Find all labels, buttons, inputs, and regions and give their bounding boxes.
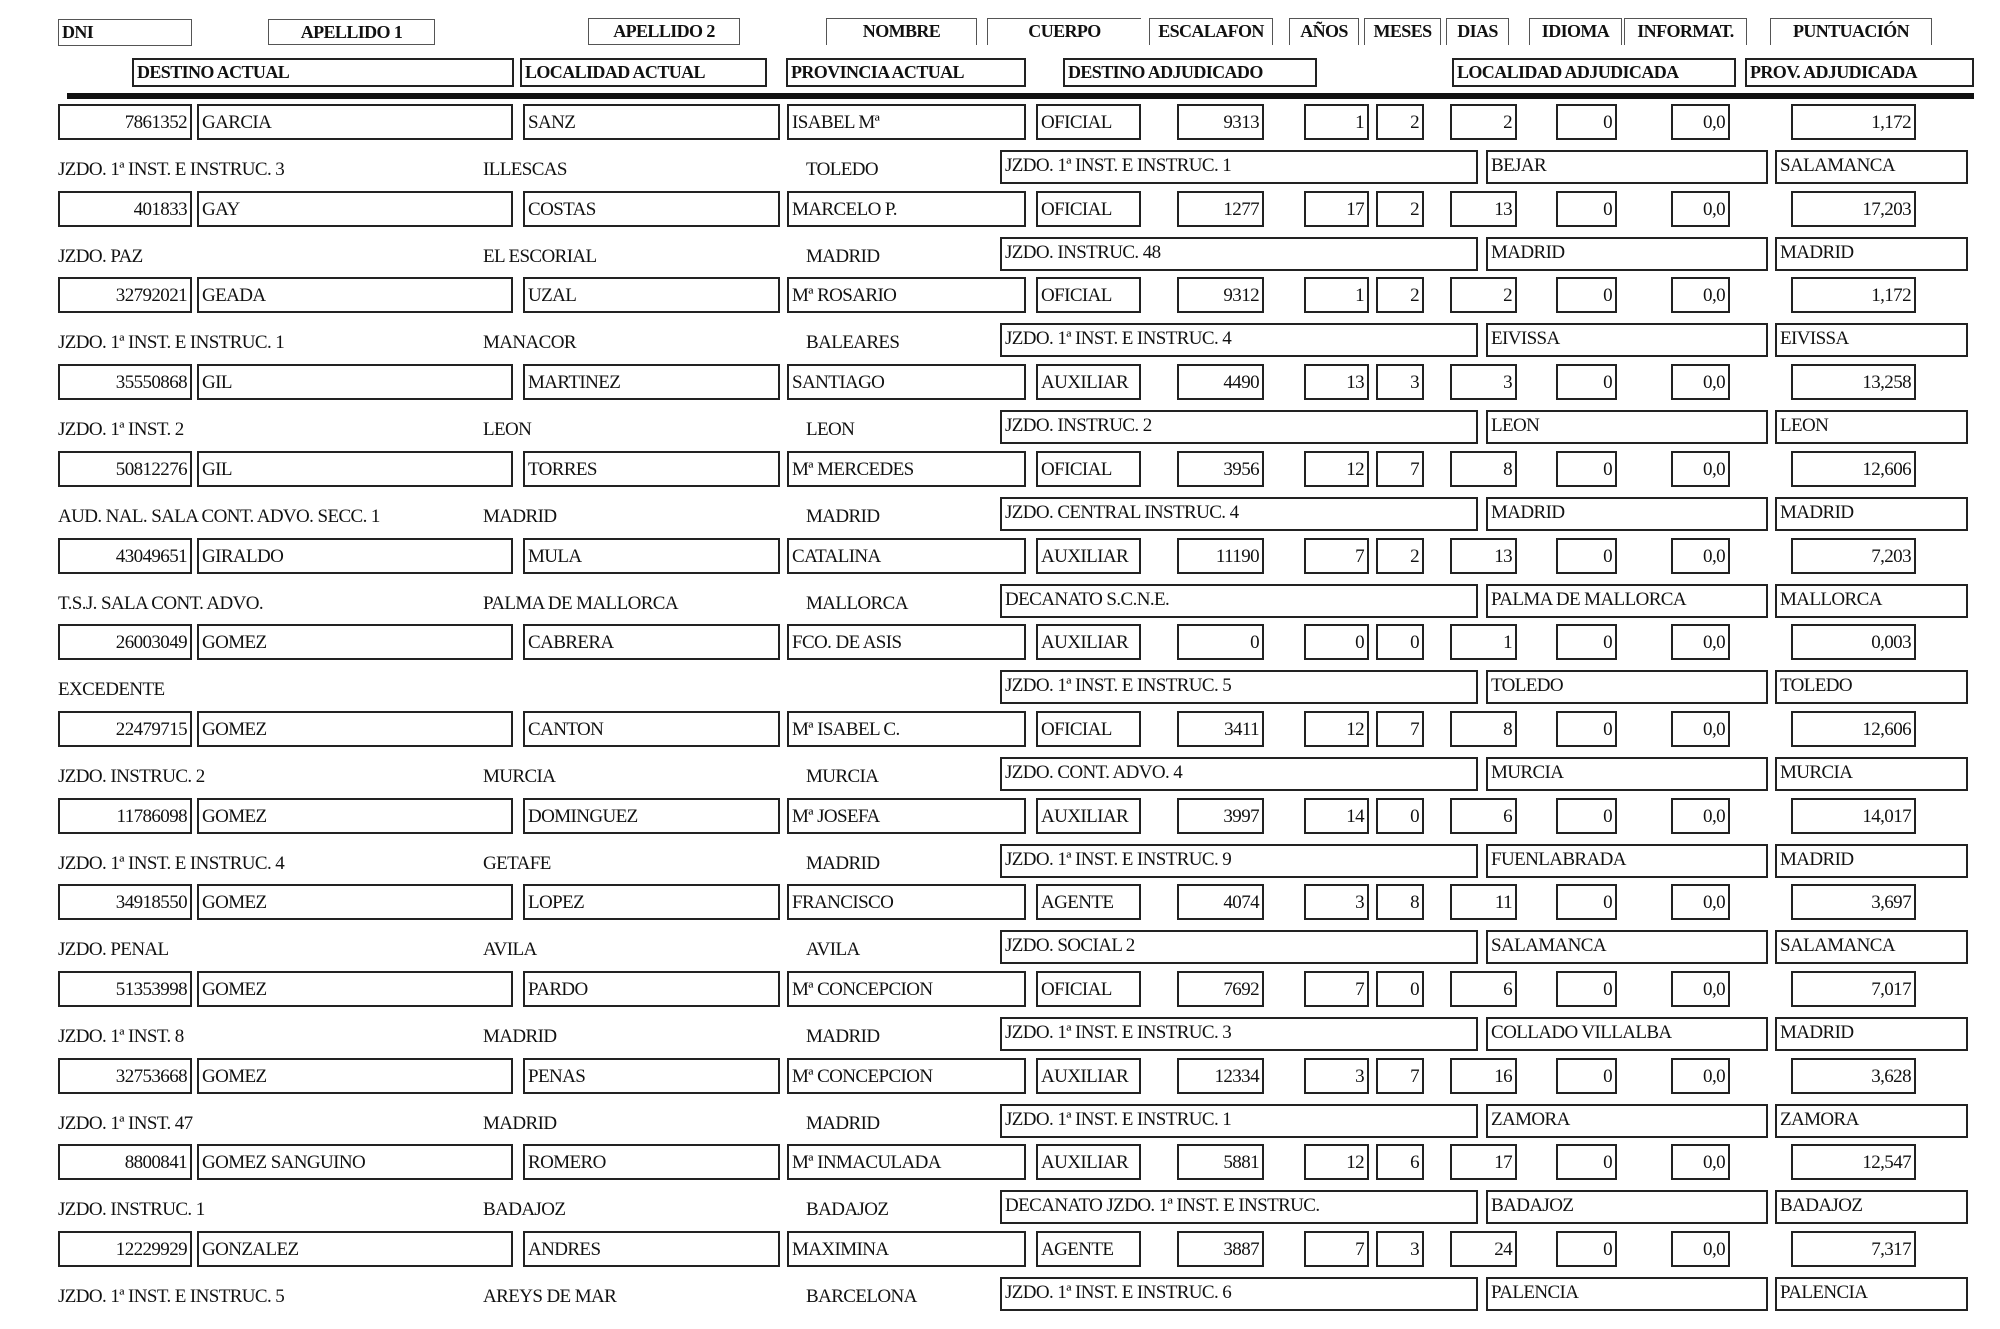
field-escalafon: 3997 [1177, 798, 1264, 834]
field-dni: 7861352 [58, 104, 192, 140]
field-cuerpo: AUXILIAR [1036, 538, 1141, 574]
field-apellido1: GOMEZ [197, 711, 513, 747]
field-meses: 7 [1376, 451, 1424, 487]
field-puntuacion: 7,203 [1791, 538, 1916, 574]
field-cuerpo: AUXILIAR [1036, 364, 1141, 400]
field-destino-actual: JZDO. INSTRUC. 1 [58, 1199, 205, 1221]
field-informat: 0,0 [1671, 451, 1730, 487]
field-anos: 7 [1304, 971, 1369, 1007]
field-cuerpo: AUXILIAR [1036, 1058, 1141, 1094]
field-informat: 0,0 [1671, 884, 1730, 920]
field-dias: 1 [1450, 624, 1517, 660]
field-localidad-actual: LEON [483, 419, 532, 441]
header-localidad-adjudicada: LOCALIDAD ADJUDICADA [1452, 58, 1736, 87]
field-dias: 11 [1450, 884, 1517, 920]
field-apellido2: ANDRES [523, 1231, 780, 1267]
field-apellido1: GIL [197, 451, 513, 487]
field-nombre: MAXIMINA [787, 1231, 1026, 1267]
field-localidad-adjudicada: ZAMORA [1486, 1104, 1768, 1138]
field-apellido2: TORRES [523, 451, 780, 487]
field-cuerpo: AUXILIAR [1036, 798, 1141, 834]
field-destino-actual: T.S.J. SALA CONT. ADVO. [58, 592, 264, 614]
field-idioma: 0 [1556, 364, 1617, 400]
field-destino-actual: EXCEDENTE [58, 679, 165, 701]
field-apellido2: LOPEZ [523, 884, 780, 920]
field-puntuacion: 12,547 [1791, 1144, 1916, 1180]
field-destino-actual: JZDO. 1ª INST. 2 [58, 419, 184, 441]
field-prov-adjudicada: LEON [1775, 410, 1968, 444]
field-escalafon: 3887 [1177, 1231, 1264, 1267]
field-dni: 11786098 [58, 798, 192, 834]
field-provincia-actual: MADRID [806, 1026, 880, 1047]
field-puntuacion: 0,003 [1791, 624, 1916, 660]
field-escalafon: 9313 [1177, 104, 1264, 140]
field-apellido2: SANZ [523, 104, 780, 140]
field-dias: 2 [1450, 104, 1517, 140]
field-provincia-actual: MURCIA [806, 765, 879, 787]
field-localidad-adjudicada: PALMA DE MALLORCA [1486, 584, 1768, 618]
field-localidad-actual: MURCIA [483, 765, 556, 787]
field-dias: 24 [1450, 1231, 1517, 1267]
field-dni: 22479715 [58, 711, 192, 747]
field-idioma: 0 [1556, 1058, 1617, 1094]
field-meses: 7 [1376, 711, 1424, 747]
field-localidad-adjudicada: TOLEDO [1486, 670, 1768, 704]
field-puntuacion: 12,606 [1791, 711, 1916, 747]
header-nombre: NOMBRE [826, 18, 977, 45]
field-localidad-adjudicada: EIVISSA [1486, 323, 1768, 357]
field-nombre: Mª ROSARIO [787, 277, 1026, 313]
field-provincia-actual: BARCELONA [806, 1286, 917, 1308]
field-nombre: Mª ISABEL C. [787, 711, 1026, 747]
field-destino-adjudicado: JZDO. 1ª INST. E INSTRUC. 6 [1000, 1277, 1478, 1311]
field-localidad-adjudicada: FUENLABRADA [1486, 844, 1768, 878]
field-apellido1: GEADA [197, 277, 513, 313]
field-cuerpo: OFICIAL [1036, 104, 1141, 140]
field-puntuacion: 7,317 [1791, 1231, 1916, 1267]
field-apellido2: PENAS [523, 1058, 780, 1094]
field-informat: 0,0 [1671, 798, 1730, 834]
field-cuerpo: OFICIAL [1036, 971, 1141, 1007]
field-anos: 13 [1304, 364, 1369, 400]
field-escalafon: 3411 [1177, 711, 1264, 747]
field-escalafon: 4074 [1177, 884, 1264, 920]
field-dni: 51353998 [58, 971, 192, 1007]
field-informat: 0,0 [1671, 277, 1730, 313]
field-apellido2: UZAL [523, 277, 780, 313]
field-idioma: 0 [1556, 1231, 1617, 1267]
field-dias: 13 [1450, 191, 1517, 227]
field-informat: 0,0 [1671, 104, 1730, 140]
field-dias: 2 [1450, 277, 1517, 313]
field-informat: 0,0 [1671, 624, 1730, 660]
field-idioma: 0 [1556, 624, 1617, 660]
field-destino-adjudicado: JZDO. SOCIAL 2 [1000, 930, 1478, 964]
field-dias: 13 [1450, 538, 1517, 574]
field-meses: 3 [1376, 1231, 1424, 1267]
header-escalafon: ESCALAFON [1149, 18, 1273, 45]
field-cuerpo: AGENTE [1036, 884, 1141, 920]
header-puntuacion: PUNTUACIÓN [1770, 18, 1932, 45]
field-cuerpo: AGENTE [1036, 1231, 1141, 1267]
field-localidad-adjudicada: MURCIA [1486, 757, 1768, 791]
field-apellido1: GOMEZ [197, 971, 513, 1007]
field-localidad-actual: MADRID [483, 1112, 557, 1134]
field-nombre: Mª CONCEPCION [787, 1058, 1026, 1094]
field-anos: 14 [1304, 798, 1369, 834]
field-informat: 0,0 [1671, 1058, 1730, 1094]
field-prov-adjudicada: PALENCIA [1775, 1277, 1968, 1311]
field-anos: 12 [1304, 451, 1369, 487]
field-destino-actual: JZDO. PENAL [58, 939, 169, 961]
field-nombre: FCO. DE ASIS [787, 624, 1026, 660]
field-cuerpo: OFICIAL [1036, 277, 1141, 313]
field-apellido2: ROMERO [523, 1144, 780, 1180]
field-informat: 0,0 [1671, 538, 1730, 574]
field-localidad-adjudicada: BEJAR [1486, 150, 1768, 184]
field-destino-actual: JZDO. 1ª INST. E INSTRUC. 3 [58, 159, 285, 180]
field-informat: 0,0 [1671, 711, 1730, 747]
field-idioma: 0 [1556, 711, 1617, 747]
field-destino-adjudicado: JZDO. 1ª INST. E INSTRUC. 3 [1000, 1017, 1478, 1051]
field-apellido1: GONZALEZ [197, 1231, 513, 1267]
field-dias: 6 [1450, 798, 1517, 834]
field-puntuacion: 14,017 [1791, 798, 1916, 834]
header-apellido1: APELLIDO 1 [268, 19, 435, 45]
field-nombre: CATALINA [787, 538, 1026, 574]
header-prov-adjudicada: PROV. ADJUDICADA [1745, 58, 1974, 87]
field-informat: 0,0 [1671, 1144, 1730, 1180]
field-apellido1: GAY [197, 191, 513, 227]
field-provincia-actual: MADRID [806, 245, 880, 267]
field-dias: 16 [1450, 1058, 1517, 1094]
field-dni: 43049651 [58, 538, 192, 574]
field-meses: 8 [1376, 884, 1424, 920]
field-localidad-actual: PALMA DE MALLORCA [483, 592, 678, 614]
field-localidad-adjudicada: BADAJOZ [1486, 1190, 1768, 1224]
field-localidad-adjudicada: PALENCIA [1486, 1277, 1768, 1311]
field-dias: 6 [1450, 971, 1517, 1007]
field-anos: 7 [1304, 1231, 1369, 1267]
field-destino-adjudicado: JZDO. 1ª INST. E INSTRUC. 9 [1000, 844, 1478, 878]
field-nombre: Mª INMACULADA [787, 1144, 1026, 1180]
field-prov-adjudicada: TOLEDO [1775, 670, 1968, 704]
field-puntuacion: 7,017 [1791, 971, 1916, 1007]
header-anos: AÑOS [1289, 18, 1359, 45]
field-apellido2: CANTON [523, 711, 780, 747]
field-provincia-actual: LEON [806, 419, 855, 441]
field-apellido2: COSTAS [523, 191, 780, 227]
field-prov-adjudicada: MADRID [1775, 844, 1968, 878]
field-nombre: MARCELO P. [787, 191, 1026, 227]
field-dias: 8 [1450, 711, 1517, 747]
field-idioma: 0 [1556, 1144, 1617, 1180]
field-puntuacion: 1,172 [1791, 104, 1916, 140]
field-destino-actual: JZDO. INSTRUC. 2 [58, 765, 205, 787]
field-anos: 1 [1304, 277, 1369, 313]
field-informat: 0,0 [1671, 971, 1730, 1007]
field-dni: 26003049 [58, 624, 192, 660]
field-escalafon: 12334 [1177, 1058, 1264, 1094]
field-provincia-actual: MADRID [806, 505, 880, 527]
field-informat: 0,0 [1671, 191, 1730, 227]
field-destino-actual: JZDO. 1ª INST. 8 [58, 1026, 184, 1047]
header-destino-actual: DESTINO ACTUAL [132, 58, 514, 87]
header-localidad-actual: LOCALIDAD ACTUAL [520, 58, 767, 87]
field-prov-adjudicada: MADRID [1775, 497, 1968, 531]
field-escalafon: 0 [1177, 624, 1264, 660]
field-destino-adjudicado: DECANATO S.C.N.E. [1000, 584, 1478, 618]
field-idioma: 0 [1556, 971, 1617, 1007]
field-localidad-adjudicada: MADRID [1486, 237, 1768, 271]
field-destino-adjudicado: JZDO. CONT. ADVO. 4 [1000, 757, 1478, 791]
field-dni: 35550868 [58, 364, 192, 400]
field-localidad-actual: EL ESCORIAL [483, 245, 597, 267]
field-localidad-adjudicada: MADRID [1486, 497, 1768, 531]
field-apellido1: GOMEZ SANGUINO [197, 1144, 513, 1180]
field-destino-adjudicado: JZDO. 1ª INST. E INSTRUC. 4 [1000, 323, 1478, 357]
field-prov-adjudicada: MURCIA [1775, 757, 1968, 791]
field-apellido1: GIL [197, 364, 513, 400]
field-destino-actual: JZDO. 1ª INST. E INSTRUC. 5 [58, 1286, 285, 1308]
field-provincia-actual: BADAJOZ [806, 1199, 889, 1221]
header-dni: DNI [58, 19, 192, 46]
field-puntuacion: 13,258 [1791, 364, 1916, 400]
header-dias: DIAS [1446, 18, 1509, 45]
field-destino-adjudicado: DECANATO JZDO. 1ª INST. E INSTRUC. [1000, 1190, 1478, 1224]
field-nombre: FRANCISCO [787, 884, 1026, 920]
field-localidad-actual: MADRID [483, 1026, 557, 1047]
field-cuerpo: OFICIAL [1036, 191, 1141, 227]
field-anos: 12 [1304, 1144, 1369, 1180]
field-escalafon: 1277 [1177, 191, 1264, 227]
field-destino-adjudicado: JZDO. CENTRAL INSTRUC. 4 [1000, 497, 1478, 531]
field-nombre: Mª MERCEDES [787, 451, 1026, 487]
field-dni: 8800841 [58, 1144, 192, 1180]
field-dni: 32792021 [58, 277, 192, 313]
field-meses: 2 [1376, 104, 1424, 140]
field-destino-actual: JZDO. 1ª INST. E INSTRUC. 1 [58, 332, 285, 354]
field-localidad-actual: AVILA [483, 939, 537, 961]
field-destino-adjudicado: JZDO. 1ª INST. E INSTRUC. 1 [1000, 1104, 1478, 1138]
field-nombre: SANTIAGO [787, 364, 1026, 400]
field-meses: 2 [1376, 191, 1424, 227]
field-escalafon: 5881 [1177, 1144, 1264, 1180]
field-escalafon: 7692 [1177, 971, 1264, 1007]
field-cuerpo: AUXILIAR [1036, 1144, 1141, 1180]
field-meses: 0 [1376, 798, 1424, 834]
field-informat: 0,0 [1671, 364, 1730, 400]
header-destino-adjudicado: DESTINO ADJUDICADO [1063, 58, 1317, 87]
field-escalafon: 11190 [1177, 538, 1264, 574]
field-localidad-actual: MADRID [483, 505, 557, 527]
field-nombre: Mª CONCEPCION [787, 971, 1026, 1007]
field-cuerpo: OFICIAL [1036, 711, 1141, 747]
field-destino-actual: JZDO. 1ª INST. E INSTRUC. 4 [58, 852, 285, 874]
field-apellido1: GOMEZ [197, 624, 513, 660]
field-anos: 3 [1304, 884, 1369, 920]
field-nombre: Mª JOSEFA [787, 798, 1026, 834]
field-anos: 17 [1304, 191, 1369, 227]
header-idioma: IDIOMA [1529, 18, 1622, 45]
field-dni: 12229929 [58, 1231, 192, 1267]
field-apellido1: GARCIA [197, 104, 513, 140]
field-localidad-adjudicada: COLLADO VILLALBA [1486, 1017, 1768, 1051]
field-destino-actual: JZDO. PAZ [58, 245, 143, 267]
field-apellido1: GOMEZ [197, 1058, 513, 1094]
field-puntuacion: 17,203 [1791, 191, 1916, 227]
field-provincia-actual: MADRID [806, 852, 880, 874]
field-dni: 401833 [58, 191, 192, 227]
field-localidad-actual: BADAJOZ [483, 1199, 566, 1221]
field-puntuacion: 1,172 [1791, 277, 1916, 313]
field-meses: 0 [1376, 624, 1424, 660]
header-informat: INFORMAT. [1624, 18, 1747, 45]
field-idioma: 0 [1556, 451, 1617, 487]
field-destino-adjudicado: JZDO. INSTRUC. 48 [1000, 237, 1478, 271]
field-idioma: 0 [1556, 191, 1617, 227]
field-prov-adjudicada: ZAMORA [1775, 1104, 1968, 1138]
field-dni: 32753668 [58, 1058, 192, 1094]
field-destino-adjudicado: JZDO. 1ª INST. E INSTRUC. 5 [1000, 670, 1478, 704]
field-meses: 3 [1376, 364, 1424, 400]
field-destino-actual: AUD. NAL. SALA CONT. ADVO. SECC. 1 [58, 505, 380, 527]
field-idioma: 0 [1556, 798, 1617, 834]
field-anos: 12 [1304, 711, 1369, 747]
field-provincia-actual: BALEARES [806, 332, 900, 354]
field-idioma: 0 [1556, 538, 1617, 574]
field-meses: 6 [1376, 1144, 1424, 1180]
field-anos: 0 [1304, 624, 1369, 660]
header-divider [67, 93, 1974, 99]
field-escalafon: 4490 [1177, 364, 1264, 400]
header-cuerpo: CUERPO [987, 18, 1141, 45]
field-prov-adjudicada: EIVISSA [1775, 323, 1968, 357]
field-anos: 7 [1304, 538, 1369, 574]
field-prov-adjudicada: MADRID [1775, 1017, 1968, 1051]
field-prov-adjudicada: MALLORCA [1775, 584, 1968, 618]
field-meses: 0 [1376, 971, 1424, 1007]
field-meses: 2 [1376, 538, 1424, 574]
field-apellido2: MARTINEZ [523, 364, 780, 400]
field-provincia-actual: AVILA [806, 939, 860, 961]
header-provincia-actual: PROVINCIA ACTUAL [786, 58, 1026, 87]
field-informat: 0,0 [1671, 1231, 1730, 1267]
field-dni: 34918550 [58, 884, 192, 920]
field-dias: 17 [1450, 1144, 1517, 1180]
field-apellido2: PARDO [523, 971, 780, 1007]
field-nombre: ISABEL Mª [787, 104, 1026, 140]
header-meses: MESES [1364, 18, 1441, 45]
field-cuerpo: OFICIAL [1036, 451, 1141, 487]
field-idioma: 0 [1556, 884, 1617, 920]
field-idioma: 0 [1556, 104, 1617, 140]
field-destino-adjudicado: JZDO. INSTRUC. 2 [1000, 410, 1478, 444]
field-prov-adjudicada: BADAJOZ [1775, 1190, 1968, 1224]
field-destino-adjudicado: JZDO. 1ª INST. E INSTRUC. 1 [1000, 150, 1478, 184]
field-prov-adjudicada: SALAMANCA [1775, 930, 1968, 964]
field-localidad-adjudicada: LEON [1486, 410, 1768, 444]
field-apellido2: MULA [523, 538, 780, 574]
field-escalafon: 3956 [1177, 451, 1264, 487]
field-dias: 3 [1450, 364, 1517, 400]
field-escalafon: 9312 [1177, 277, 1264, 313]
field-meses: 2 [1376, 277, 1424, 313]
field-cuerpo: AUXILIAR [1036, 624, 1141, 660]
field-puntuacion: 3,628 [1791, 1058, 1916, 1094]
field-apellido2: CABRERA [523, 624, 780, 660]
field-puntuacion: 3,697 [1791, 884, 1916, 920]
field-idioma: 0 [1556, 277, 1617, 313]
field-localidad-actual: AREYS DE MAR [483, 1286, 617, 1308]
field-apellido1: GIRALDO [197, 538, 513, 574]
field-anos: 3 [1304, 1058, 1369, 1094]
field-apellido2: DOMINGUEZ [523, 798, 780, 834]
field-apellido1: GOMEZ [197, 884, 513, 920]
field-apellido1: GOMEZ [197, 798, 513, 834]
field-dias: 8 [1450, 451, 1517, 487]
field-provincia-actual: TOLEDO [806, 159, 879, 180]
header-apellido2: APELLIDO 2 [588, 18, 740, 45]
field-prov-adjudicada: SALAMANCA [1775, 150, 1968, 184]
field-provincia-actual: MADRID [806, 1112, 880, 1134]
field-localidad-actual: GETAFE [483, 852, 551, 874]
field-destino-actual: JZDO. 1ª INST. 47 [58, 1112, 193, 1134]
field-localidad-adjudicada: SALAMANCA [1486, 930, 1768, 964]
field-localidad-actual: MANACOR [483, 332, 576, 354]
field-puntuacion: 12,606 [1791, 451, 1916, 487]
field-localidad-actual: ILLESCAS [483, 159, 567, 180]
field-dni: 50812276 [58, 451, 192, 487]
field-meses: 7 [1376, 1058, 1424, 1094]
field-provincia-actual: MALLORCA [806, 592, 908, 614]
field-prov-adjudicada: MADRID [1775, 237, 1968, 271]
field-anos: 1 [1304, 104, 1369, 140]
